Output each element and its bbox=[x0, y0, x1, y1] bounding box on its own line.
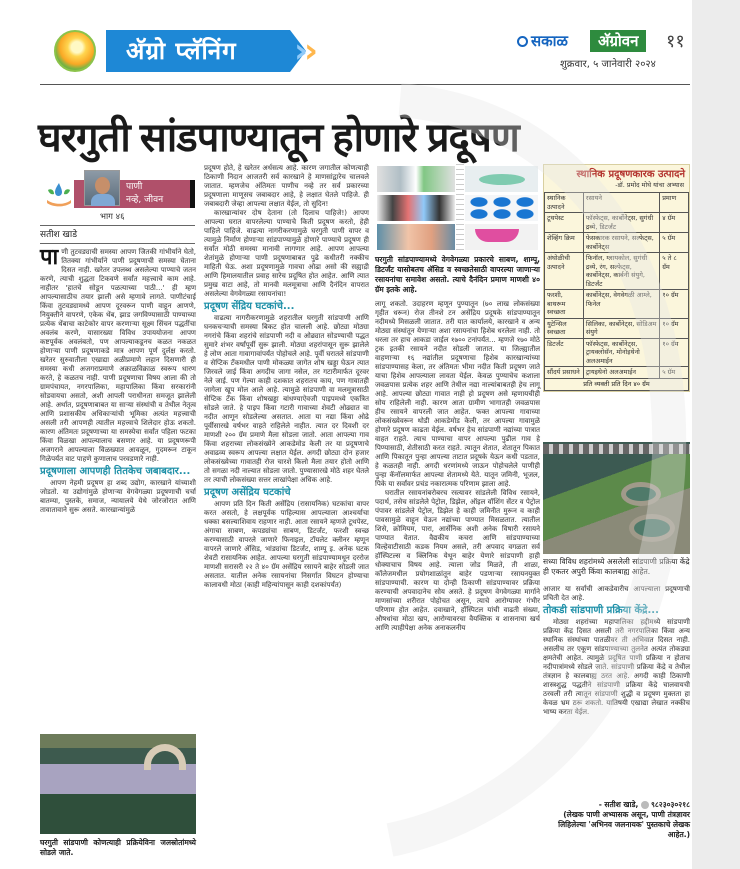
column-banner-edge bbox=[190, 180, 195, 208]
scoop-image bbox=[465, 224, 538, 250]
table-header-row bbox=[545, 193, 689, 213]
author-signature bbox=[543, 800, 690, 840]
paragraph: आपण नेहमी प्रदूषण हा शब्द उद्योग, कारखाने यांच्याशी जोडतो. या उद्योगांमुळे होणाऱ्या वेगवेगळ्या प्रदूषणाची चर्चा बातम्या, पुस्तके, समाज, न्यायालये येथे जोरजोरात आणि तावातावाने सुरू असते. कारखान्यांमुळे bbox=[40, 479, 196, 514]
table-cell: युटेन्सिल स्वच्छता bbox=[545, 318, 584, 338]
table-header: स्थानिक उत्पादने bbox=[545, 193, 584, 213]
table bbox=[544, 192, 689, 379]
table-cell: डिटर्जंट bbox=[545, 338, 584, 367]
signature-phone: ९८२३०३०२१८ bbox=[651, 800, 690, 809]
page-margin bbox=[692, 0, 740, 869]
table-source: -डॉ. प्रमोद मोघे यांचा अभ्यास bbox=[615, 181, 684, 189]
paragraph: लागू शकतो. उदाहरण म्हणून पुण्यातून (७० लाख लोकसंख्या गृहीत धरून) रोज तीनशे टन असेंद्रिय प्रदूषके सांडपाण्यातून नदीमध्ये मिसळली जातात. तरी यात कार्यालये, कारखाने व अन्य मोठ्या संस्थांतून येणाऱ्या अशा रसायनांचा हिशेब धरलेला नाही. तो धरला तर हाच आकडा जाईल १७०० टनांपर्यंत... म्हणजे १७० मोठे ट्रक इतकी रसायने नदीत सोडली जातात. या जिल्ह्यातील वाहणाऱ्या १६ नद्यांतील प्रदूषणाचा हिशेब कारखान्यांच्या सांडपाण्यासह केला, तर अंतिमतः भीमा नदीत किती प्रदूषण जाते याचा हिशेब आपल्याला लावता येईल. केवळ पुण्याचेच कशाला जवळपास प्रत्येक शहर आणि तेथील नद्या नाल्यांबाबतही हेच लागू आहे. आपल्या छोट्या गावात नाही हो प्रदूषण असे म्हणायचीही सोय राहिलेली नाही. कारण आता ग्रामीण भागातही जवळपास हीच रसायने वापरली जात आहेत. फक्त आपल्या गावाच्या लोकसंख्येवरून थोडी आकडेमोड केली, तर आपल्या गावामुळे होणारे प्रदूषण काढता येईल. वर्षभर हेच सांडपाणी नद्यांच्या पात्रात वाहत राहते. त्याच पाण्याचा वापर आपल्या पुढील गाव हे पिण्यासाठी, शेतीसाठी करत राहते. त्यातून शेतात, शेतातून पिकात आणि पिकातून पुन्हा आपल्या ताटात प्रदूषके येऊन कधी पडतात, हे कळतही नाही. अगदी धरणांमध्ये जाऊन पोहोचलेले पाणीही पुन्हा कॅनॉलमार्फत आपल्या शेतामध्ये येते. यातून जमिनी, भूजल, पिके या सर्वांवर प्रचंड नकारात्मक परिणाम झाला आहे. bbox=[375, 300, 540, 488]
sewage-river-photo bbox=[40, 734, 196, 834]
table-footer: प्रति व्यक्ती प्रति दिन ४० ग्रॅम bbox=[544, 379, 689, 391]
photo-caption-river: घरगुती सांडपाणी कोणत्याही प्रक्रियेविना जलस्रोतांमध्ये सोडले जाते. bbox=[40, 838, 196, 857]
hand-water-drop-icon bbox=[44, 180, 74, 208]
intro-paragraph bbox=[40, 245, 196, 464]
article-column-3 bbox=[375, 300, 540, 633]
table-cell: फॉस्फेट्स, कार्बोनेट्स, ट्रायक्लोसॅन, मोनोइथेनो अलअमाईन bbox=[583, 338, 659, 367]
table-cell: १० ग्रॅम bbox=[660, 318, 689, 338]
cleaner-bottles bbox=[377, 166, 455, 192]
table-cell: ५ ग्रॅम bbox=[660, 367, 689, 379]
table-cell: फरशी, बाथरूम स्वच्छता bbox=[545, 290, 584, 319]
headline: घरगुती सांडपाण्यातून होणारे प्रदूषण bbox=[38, 116, 519, 160]
intro-text: णी तुटवड्याची समस्या आपण जितकी गांभीर्याने घेतो, तितक्या गांभीर्याने पाणी प्रदूषणाची समस्या घेताना दिसत नाही. खरेतर उपलब्ध असलेल्या पाण्याचे जतन करणे, त्याची शुद्धता टिकवणे सर्वांत महत्त्वाचे काम आहे. नाहीतर 'हातचे सोडून पळत्याच्या पाठी...' ही म्हण आपल्यासाठीच तयार झाली असे म्हणावे लागते. पाणीटंचाई किंवा तुटवड्यामध्ये आपण दूरवरून पाणी वाहून आणणे, नियुक्तीने वापरणे, एकेक थेंब, झाड जगविण्यासाठी पाण्याच्या प्रत्येक थेंबाचा काटेकोर वापर करणाऱ्या सूक्ष्म सिंचन पद्धतींचा अवलंब करणे, यासारख्या विविध उपाययोजना आपण कष्टपूर्वक अवलंबतो, पण आपल्याकडूनच कळत नकळत होणाऱ्या पाणी प्रदूषणाकडे मात्र आपण पूर्ण दुर्लक्ष करतो. खरेतर सुरुवातीला एखाद्या अळीप्रमाणे लहान दिसणारी ही समस्या कधी अजगराप्रमाणे अक्राळविक्राळ स्वरूप धारण करते, हे कळतच नाही. पाणी प्रदूषणाचा विषय आला की तो ग्रामपंचायत, नगरपालिका, महापालिका किंवा सरकारांनी सोडवायचा असतो, अशी आपली पराधीनता समजूत झालेली आहे. अर्थात, प्रदूषणाबाबत या साऱ्या संस्थांची व तेथील नेतृत्व आणि प्रशासकीय अधिकाऱ्यांची भूमिका अत्यंत महत्त्वाची असली तरी आपणही त्यातील महत्त्वाचे शिलेदार होऊ शकतो. कारण अंतिमतः प्रदूषणाच्या या समस्येचा सर्वांत पहिला फटका किंवा विळखा आपल्यालाच बसणार आहे. या प्रदूषणरूपी अजगराने आपल्याला विळख्यात आवळून, गुदमरून टाकून गिळेपर्यंत वाट पाहणे कुणालाच परवडणारे नाही. bbox=[40, 248, 196, 463]
paragraph: आजार या सर्वांची आकडेवारीच आपल्याला प्रदूषणाची प्रचिती देत आहे. bbox=[543, 585, 690, 602]
brand-sakal bbox=[517, 30, 568, 52]
signature-note: (लेखक पाणी अभ्यासक असून, पाणी तंत्रज्ञावर लिहिलेल्या 'अभिनव जलनायक' पुस्तकाचे लेखक आहेत.) bbox=[558, 810, 690, 839]
brand-name: सकाळ bbox=[531, 32, 568, 50]
table-cell: ट्रायइथेनो अलअमाईन bbox=[583, 367, 659, 379]
table-header: प्रमाण bbox=[660, 193, 689, 213]
treatment-tank bbox=[629, 514, 675, 542]
treatment-tank bbox=[621, 482, 661, 506]
table-row bbox=[545, 233, 689, 253]
paragraph: घरातील रसायनांबरोबरच रस्त्यावर सांडलेली विविध रसायने, पदार्थ, तसेच सांडलेले पेट्रोल, डिझेल, ऑइल वॉशिंग सेंटर व पेट्रोल पंपावर सांडलेले पेट्रोल, डिझेल हे काही जमिनीत मुरून व काही पावसामुळे वाहून येऊन नद्यांच्या पाण्यात मिसळतात. त्यातील शिसे, क्रोमियम, पारा, आर्सेनिक अशी अनेक विषारी रसायने पाण्यात येतात. वैद्यकीय कचरा आणि सांडपाण्याच्या विल्हेवाटीसाठी कडक नियम असले, तरी अपवाद वगळता सर्व हॉस्पिटल्स व क्लिनिक येथून बाहेर येणारे सांडपाणी हाही धोक्याचाच विषय आहे. त्याला जोड मिळते, ती शाळा, कॉलेजमधील प्रयोगशाळांतून बाहेर पडणाऱ्या रसायनयुक्त सांडपाण्याची. कारण या दोन्ही ठिकाणी सांडपाण्यावर प्रक्रिया करण्याची अपवादानेच सोय असते. हे प्रदूषण वेगवेगळ्या मार्गाने माणसांच्या शरीरात पोहोचत असून, त्याचे आरोग्यावर गंभीर परिणाम होत आहेत. दवाखाने, हॉस्पिटल यांची वाढती संख्या, औषधांचा मोठा खप, आरोग्यावरचा वैयक्तिक व शासनाचा खर्च आणि त्याहीपेक्षा अनेक अनाकलनीय bbox=[375, 489, 540, 632]
table-cell: टूथपेस्ट bbox=[545, 213, 584, 233]
table-cell: शेव्हिंग क्रिम bbox=[545, 233, 584, 253]
sakal-ring-icon bbox=[517, 36, 528, 47]
table-row bbox=[545, 213, 689, 233]
paragraph: वाढत्या नागरीकरणामुळे शहरातील घरगुती सांडपाणी आणि घनकचऱ्याची समस्या बिकट होत चालली आहे. छोट्या मोठ्या नगरांचे किंवा शहरांचे सांडपाणी नदी व ओढ्यात सोडण्याची पद्धत सुमारे शंभर वर्षांपूर्वी सुरू झाली. मोठ्या शहरांपासून सुरू झालेले हे लोण आता गावागावांपर्यंत पोहोचले आहे. पूर्वी घरातले सांडपाणी व सेप्टिक टँकमधील पाणी मोकळ्या जागेत शोष खड्डा घेऊन त्यात जिरवले जाई किंवा अगदीच जागा नसेल, तर गटारीमार्फत दूरवर नेले जाई. पण गेल्या काही दशकात शहरातच काय, पण गावातही जागेला खूप मोल आले आहे. त्यामुळे सांडपाणी वा मलमूत्रासाठी सेप्टिक टँक किंवा शोषखड्डा बांधण्याऐवजी पाइपमध्ये एकत्रित सोडले जाते. हे पाइप किंवा गटारी गावाच्या शेवटी ओढ्यात वा नदीत आणून सोडलेल्या असतात. आता या नद्या किंवा ओढे पूर्वीसारखे वर्षभर वाहते राहिलेले नाहीत. त्यात दर दिवशी दर माणशी २०० ग्रॅम प्रमाणे मैला सोडला जातो. आता आपल्या गाव किंवा शहराच्या लोकसंख्येने आकडेमोड केली तर या प्रदूषणाचे अवाढव्य स्वरूप आपल्या लक्षात येईल. अगदी छोट्या दोन हजार लोकसंख्येच्या गावातही रोज चारशे किलो मैला तयार होतो आणि तो सगळा नदी नाल्यात सोडला जातो. पुण्यासारखे मोठे शहर घेतले तर त्याची लोकसंख्या सत्तर लाखांपेक्षा अधिक आहे. bbox=[204, 314, 369, 484]
author-byline: सतीश खाडे bbox=[40, 230, 78, 240]
photo-separator bbox=[456, 164, 464, 252]
header-divider bbox=[40, 84, 690, 85]
photo-caption-plant: सध्या विविध शहरांमध्ये असलेली सांडपाणी प्रक्रिया केंद्रे ही एकतर अपुरी किंवा कालबाह्य आहेत. bbox=[543, 557, 690, 576]
table-cell: फिनॉल, ग्लायकोल, सुगंधी द्रव्ये, रंग, सल्फेट्स, कार्बोनेट्स, कार्बनी संयुगे, डिटर्जंट bbox=[583, 253, 659, 290]
table-cell: सिलिका, कार्बोनेट्स, सोडिअम संयुगे bbox=[583, 318, 659, 338]
sun-field-logo-icon bbox=[54, 30, 96, 72]
article-column-4 bbox=[543, 585, 690, 717]
bridge bbox=[543, 444, 690, 454]
toothbrush-image bbox=[377, 224, 455, 250]
table-cell: फेसकारक रसायने, सल्फेट्स, कार्बोनेट्स bbox=[583, 233, 659, 253]
column-part: भाग ४६ bbox=[100, 212, 125, 222]
subheading-1: प्रदूषणाला आपणही तितकेच जबाबदार... bbox=[40, 466, 191, 477]
author-photo bbox=[84, 170, 120, 206]
signature-line bbox=[543, 800, 690, 810]
soap-bar bbox=[465, 166, 538, 192]
subheading-4: तोकडी सांडपाणी प्रक्रिया केंद्रे... bbox=[543, 605, 659, 616]
table-row bbox=[545, 290, 689, 319]
sponges bbox=[465, 195, 538, 221]
table-row bbox=[545, 318, 689, 338]
article-column-2 bbox=[204, 164, 369, 590]
table-cell: ४ ग्रॅम bbox=[660, 213, 689, 233]
phone-icon bbox=[641, 801, 649, 809]
chevron-right-icon: › bbox=[304, 31, 319, 71]
article-column-1 bbox=[40, 245, 196, 515]
issue-date: शुक्रवार, ५ जानेवारी २०२४ bbox=[560, 59, 656, 70]
column-title-line1: पाणी bbox=[126, 182, 143, 192]
subheading-3: प्रदूषण असेंद्रिय घटकांचे bbox=[204, 487, 291, 498]
divider bbox=[40, 243, 195, 244]
signature-name: - सतीश खाडे, bbox=[598, 800, 639, 809]
table-cell: अंघोळीची उत्पादने bbox=[545, 253, 584, 290]
column-title-line2: नव्हे, जीवन bbox=[126, 195, 164, 205]
treatment-plant-photo bbox=[543, 442, 690, 554]
paragraph: प्रदूषण होते, हे खरेतर अर्धसत्य आहे. कारण जगातील कोणत्याही ठिकाणी निदान आजतरी सर्व कारखाने हे माणसांद्वारेच चालवले जातात. म्हणजेच अंतिमतः पाणीच नव्हे तर सर्व प्रकारच्या प्रदूषणाला माणूसच जबाबदार आहे, हे लक्षात घेतले पाहिजे. ही जबाबदारी जेव्हा आपल्या लक्षात येईल, तो सुदिन! bbox=[204, 164, 369, 208]
table-row bbox=[545, 367, 689, 379]
column-title bbox=[126, 181, 163, 207]
paragraph: मोठ्या शहरांच्या महापालिका हद्दीमध्ये सांडपाणी प्रक्रिया केंद्र दिसत असली तरी नगरपालिका किंवा अन्य स्थानिक संस्थांच्या पातळीवर ती अभिवात दिसत नाही. असलीच तर एकूण सांडपाण्याच्या तुलनेत अत्यंत तोकड्या क्षमतेची आहेत. त्यामुळे प्रदूषित पाणी प्रक्रिया न होताच नदीपात्रांमध्ये सोडले जाते. सांडपाणी प्रक्रिया केंद्रे व तेथील तंत्रज्ञान हे कालबाह्य ठरत आहे. अगदी काही ठिकाणी शास्त्रशुद्ध पद्धतीने सांडपाणी प्रक्रिया केंद्रे चालवायची ठरवली तरी त्यातून सांडपाणी शुद्धी व प्रदूषण मुक्तता हा केवळ भ्रम ठरू शकतो. यातिषयी एखाद्या लेखात नक्कीच भाष्य करता येईल. bbox=[543, 618, 690, 716]
table-row bbox=[545, 253, 689, 290]
pollutant-products-table bbox=[543, 164, 690, 392]
table-cell: १० ग्रॅम bbox=[660, 290, 689, 319]
paragraph: कारखान्यांवर दोष देताना (तो दिलाच पाहिजे!) आपण आपल्या घरात वापरलेल्या पाण्याचे किती प्रदूषण करतो, हेही पाहिले पाहिजे. वाढत्या नागरीकरणामुळे घरगुती पाणी वापर व त्यामुळे निर्माण होणाऱ्या सांडपाण्यामुळे होणारे पाण्याचे प्रदूषण ही सर्वांत मोठी समस्या मानावी लागणार आहे. आपण आपल्या शेतांमुळे होणाऱ्या पाणी प्रदूषणाबाबत पुढे कधीतरी नक्कीच माहिती घेऊ. अशा प्रदूषणामुळे गावचा ओढा असो की सह्याद्री आणि हिमालयातील प्रवाह सारेच प्रदूषित होत आहेत. आणि त्यात प्रमुख वाटा आहे, तो मानवी मलमूत्राचा आणि दैनंदिन वापरात असलेल्या वेगवेगळ्या रसायनांचा! bbox=[204, 209, 369, 298]
table-cell: ५ ग्रॅम bbox=[660, 233, 689, 253]
table-cell: फॉस्फेट्स, कार्बोनेट्स, सुगंधी द्रव्ये, डिटर्जंट bbox=[583, 213, 659, 233]
table-cell: ५ ते ८ ग्रॅम bbox=[660, 253, 689, 290]
dropcap: पा bbox=[40, 245, 59, 270]
brand-agrowon: अ‍ॅग्रोवन bbox=[590, 30, 646, 52]
table-cell: १० ग्रॅम bbox=[660, 338, 689, 367]
table-cell: कार्बोनेट्स, वेगवेगळी आम्ले, फिनेल bbox=[583, 290, 659, 319]
paragraph: आपण प्रति दिन किती असेंद्रिय (रासायनिक) घटकांचा वापर करत असतो, हे लक्षपूर्वक पाहिल्यास आपल्याला आश्चर्याचा धक्का बसल्याशिवाय राहणार नाही. आता रसायने म्हणजे टूथपेस्ट, अंगाचा साबण, कपड्यांचा साबण, डिटर्जंट, फरशी स्वच्छ करण्यासाठी वापरले जाणारे फिनाइल, टॉयलेट क्लीनर म्हणून वापरले जाणारे ॲसिड, भांड्यांचा डिटर्जंट, शाम्पू इ. अनेक घटक शेवटी रासायनिक आहेत. आपल्या घरगुती सांडपाण्यामधून दररोज माणशी सरासरी २२ ते ४० ग्रॅम असेंद्रिय रसायने बाहेर सोडली जात असतात. यातील अनेक रसायनांचा निसर्गात विघटन होण्याचा कालावधी मोठा (काही महिन्यांपासून काही दशकांपर्यंत) bbox=[204, 500, 369, 589]
table-row bbox=[545, 338, 689, 367]
table-cell: सौंदर्य प्रसाधने bbox=[545, 367, 584, 379]
subheading-2: प्रदूषण सेंद्रिय घटकांचे... bbox=[204, 301, 295, 312]
table-title: स्थानिक प्रदूषणकारक उत्पादने bbox=[576, 169, 685, 180]
shampoo-bottles bbox=[377, 195, 455, 221]
drain-pipe bbox=[144, 744, 186, 770]
divider bbox=[40, 225, 195, 226]
table-header: रसायने bbox=[583, 193, 659, 213]
chevron-right-icon: › bbox=[294, 31, 309, 71]
photo-caption-products: घरगुती सांडपाण्यामध्ये वेगवेगळ्या प्रकारचे साबण, शाम्पू, डिटर्जंट यासोबतच ॲसिड व स्वच्छतेसाठी वापरल्या जाणाऱ्या रसायनांचा समावेश असतो. त्याचे दैनंदिन प्रमाण माणशी ४० ग्रॅम इतके आहे. bbox=[375, 255, 540, 294]
section-title: अ‍ॅग्रो प्लॅनिंग bbox=[106, 30, 290, 72]
household-products-photo bbox=[375, 164, 540, 252]
page-number: ११ bbox=[666, 31, 685, 52]
